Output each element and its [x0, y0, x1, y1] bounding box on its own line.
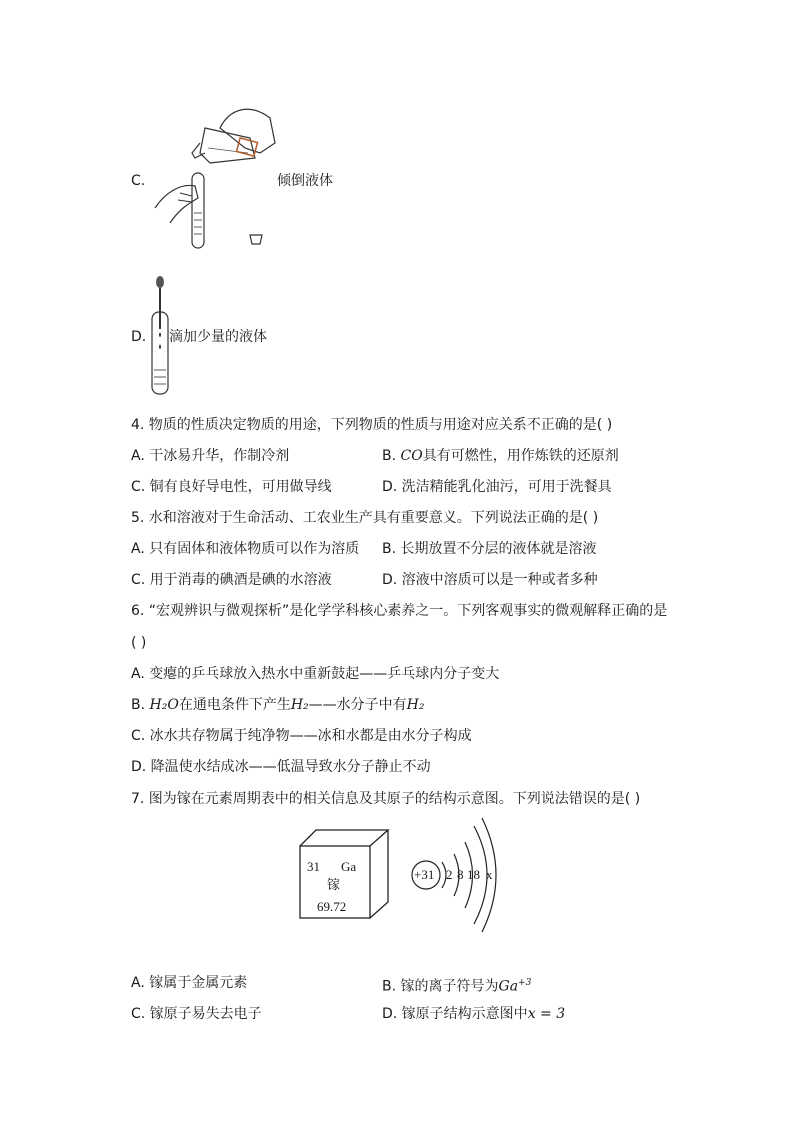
q7-option-a: A. 镓属于金属元素 — [131, 975, 248, 991]
q6-option-d: D. 降温使水结成冰——低温导致水分子静止不动 — [131, 759, 431, 775]
q6-option-c: C. 冰水共存物属于纯净物——冰和水都是由水分子构成 — [131, 728, 472, 744]
pouring-liquid-illustration — [150, 98, 280, 258]
q5-stem: 5. 水和溶液对于生命活动、工农业生产具有重要意义。下列说法正确的是( ) — [131, 510, 599, 526]
q5-option-a: A. 只有固体和液体物质可以作为溶质 — [131, 541, 360, 557]
element-name: 镓 — [327, 878, 341, 893]
element-atomic-mass: 69.72 — [317, 899, 347, 914]
q6-stem-continuation: ( ) — [131, 635, 147, 651]
q4-option-c: C. 铜有良好导电性，可用做导线 — [131, 479, 332, 495]
option-c-letter: C. — [131, 173, 146, 189]
q7-option-d: D. 镓原子结构示意图中x = 3 — [382, 1006, 566, 1022]
atom-shell-2: 8 — [457, 867, 464, 882]
q5-option-d: D. 溶液中溶质可以是一种或者多种 — [382, 572, 598, 588]
option-d-letter: D. — [131, 329, 147, 345]
q7-option-b: B. 镓的离子符号为$Ga^{+3}$ — [382, 978, 532, 995]
option-d-caption: 滴加少量的液体 — [169, 329, 267, 345]
option-c-caption: 倾倒液体 — [277, 173, 333, 189]
q5-option-b: B. 长期放置不分层的液体就是溶液 — [382, 541, 597, 557]
atom-nucleus-charge: +31 — [414, 867, 435, 882]
element-atomic-number: 31 — [307, 859, 320, 874]
atom-shell-3: 18 — [467, 867, 480, 882]
q4-stem: 4. 物质的性质决定物质的用途，下列物质的性质与用途对应关系不正确的是( ) — [131, 417, 613, 433]
element-symbol: Ga — [341, 859, 357, 874]
q7-option-c: C. 镓原子易失去电子 — [131, 1006, 262, 1022]
atom-shell-4: x — [486, 867, 493, 882]
q6-option-a: A. 变瘪的乒乓球放入热水中重新鼓起——乒乓球内分子变大 — [131, 666, 500, 682]
q4-option-a: A. 干冰易升华，作制冷剂 — [131, 448, 290, 464]
q4-option-d: D. 洗洁精能乳化油污，可用于洗餐具 — [382, 479, 612, 495]
q6-option-b: B. H₂O在通电条件下产生H₂——水分子中有H₂ — [131, 697, 425, 713]
q7-stem: 7. 图为镓在元素周期表中的相关信息及其原子的结构示意图。下列说法错误的是( ) — [131, 791, 641, 807]
atom-shell-1: 2 — [446, 867, 453, 882]
q5-option-c: C. 用于消毒的碘酒是碘的水溶液 — [131, 572, 332, 588]
q4-option-b: B. CO具有可燃性，用作炼铁的还原剂 — [382, 448, 619, 464]
q6-stem: 6. “宏观辨识与微观探析”是化学学科核心素养之一。下列客观事实的微观解释正确的是 — [131, 603, 668, 619]
